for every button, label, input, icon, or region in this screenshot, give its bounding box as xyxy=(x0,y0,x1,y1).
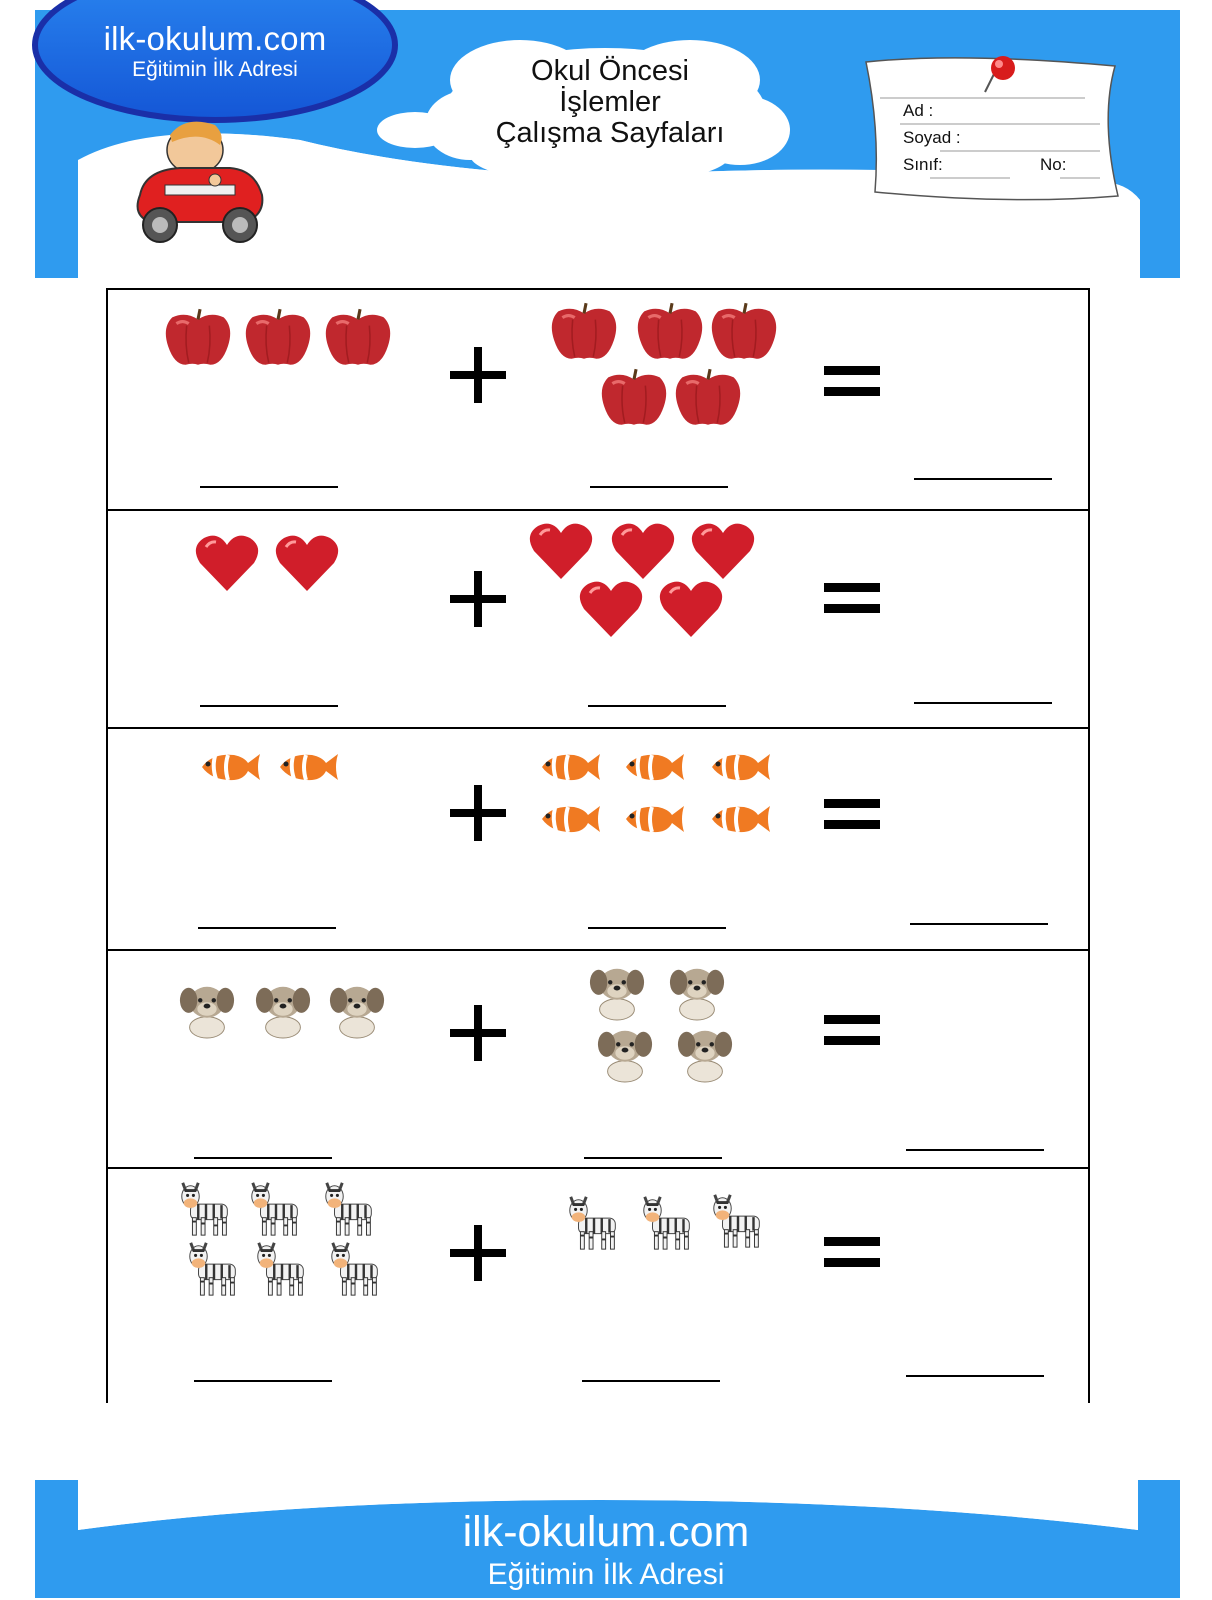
zebra-icon xyxy=(708,1189,768,1251)
thought-bubble xyxy=(326,162,374,190)
answer-blank-right[interactable] xyxy=(588,927,726,929)
left-group xyxy=(164,308,414,378)
answer-blank-result[interactable] xyxy=(914,702,1052,704)
right-group xyxy=(538,749,788,839)
plus-sign-icon xyxy=(450,783,510,843)
brand-site-name: ilk-okulum.com xyxy=(103,20,327,57)
fish-icon xyxy=(198,749,264,785)
title-line-1: Okul Öncesi xyxy=(531,55,689,87)
answer-blank-right[interactable] xyxy=(582,1380,720,1382)
apple-icon xyxy=(600,368,668,428)
dog-icon xyxy=(178,979,236,1039)
plus-sign-icon xyxy=(450,1003,510,1063)
apple-icon xyxy=(710,302,778,362)
answer-blank-result[interactable] xyxy=(910,923,1048,925)
zebra-icon xyxy=(326,1237,386,1299)
heart-icon xyxy=(658,579,724,639)
apple-icon xyxy=(244,308,312,368)
fish-icon xyxy=(708,801,774,837)
right-group xyxy=(550,302,790,432)
equals-sign-icon xyxy=(824,1223,884,1283)
fish-icon xyxy=(538,749,604,785)
left-group xyxy=(198,749,358,789)
heart-icon xyxy=(690,521,756,581)
answer-blank-left[interactable] xyxy=(200,705,338,707)
answer-blank-right[interactable] xyxy=(590,486,728,488)
problem-row-1 xyxy=(108,290,1088,511)
problem-row-3 xyxy=(108,729,1088,951)
thought-bubble xyxy=(269,201,287,215)
zebra-icon xyxy=(184,1237,244,1299)
answer-blank-result[interactable] xyxy=(906,1149,1044,1151)
right-group xyxy=(564,1191,784,1261)
dog-icon xyxy=(596,1023,654,1083)
answer-blank-result[interactable] xyxy=(914,478,1052,480)
fish-icon xyxy=(708,749,774,785)
answer-blank-result[interactable] xyxy=(906,1375,1044,1377)
heart-icon xyxy=(274,533,340,593)
surname-label: Soyad : xyxy=(903,128,961,147)
zebra-icon xyxy=(638,1191,698,1253)
answer-blank-right[interactable] xyxy=(588,705,726,707)
zebra-icon xyxy=(176,1177,236,1239)
answer-blank-right[interactable] xyxy=(584,1157,722,1159)
addition-worksheet xyxy=(106,288,1090,1403)
equals-sign-icon xyxy=(824,569,884,629)
zebra-icon xyxy=(320,1177,380,1239)
answer-blank-left[interactable] xyxy=(194,1380,332,1382)
zebra-icon xyxy=(252,1237,312,1299)
equals-sign-icon xyxy=(824,1001,884,1061)
apple-icon xyxy=(164,308,232,368)
fish-icon xyxy=(622,749,688,785)
title-line-2: İşlemler xyxy=(559,86,661,118)
problem-row-5 xyxy=(108,1169,1088,1405)
plus-sign-icon xyxy=(450,1223,510,1283)
fish-icon xyxy=(538,801,604,837)
fish-icon xyxy=(276,749,342,785)
left-group xyxy=(178,979,398,1045)
apple-icon xyxy=(636,302,704,362)
dog-icon xyxy=(328,979,386,1039)
class-label: Sınıf: xyxy=(903,155,943,174)
page-footer xyxy=(0,1470,1212,1600)
title-line-3: Çalışma Sayfaları xyxy=(495,117,725,149)
plus-sign-icon xyxy=(450,345,510,405)
page-title xyxy=(470,56,750,149)
answer-blank-left[interactable] xyxy=(194,1157,332,1159)
heart-icon xyxy=(610,521,676,581)
answer-blank-left[interactable] xyxy=(200,486,338,488)
dog-icon xyxy=(676,1023,734,1083)
name-label: Ad : xyxy=(903,101,934,120)
heart-icon xyxy=(578,579,644,639)
apple-icon xyxy=(674,368,742,428)
equals-sign-icon xyxy=(824,785,884,845)
page-header xyxy=(0,0,1212,290)
dog-icon xyxy=(668,961,726,1021)
heart-icon xyxy=(194,533,260,593)
number-label: No: xyxy=(1040,155,1067,174)
footer-site-name: ilk-okulum.com xyxy=(462,1508,750,1556)
right-group xyxy=(588,961,758,1091)
left-group xyxy=(176,1177,396,1307)
brand-tagline: Eğitimin İlk Adresi xyxy=(132,58,298,81)
thought-bubble xyxy=(377,112,453,148)
apple-icon xyxy=(550,302,618,362)
fish-icon xyxy=(622,801,688,837)
problem-row-2 xyxy=(108,511,1088,729)
apple-icon xyxy=(324,308,392,368)
zebra-icon xyxy=(564,1191,624,1253)
right-group xyxy=(528,521,768,651)
problem-row-4 xyxy=(108,951,1088,1169)
zebra-icon xyxy=(246,1177,306,1239)
heart-icon xyxy=(528,521,594,581)
equals-sign-icon xyxy=(824,352,884,412)
left-group xyxy=(194,533,354,603)
dog-icon xyxy=(254,979,312,1039)
plus-sign-icon xyxy=(450,569,510,629)
footer-tagline: Eğitimin İlk Adresi xyxy=(487,1558,725,1591)
thought-bubble xyxy=(292,186,318,204)
dog-icon xyxy=(588,961,646,1021)
answer-blank-left[interactable] xyxy=(198,927,336,929)
